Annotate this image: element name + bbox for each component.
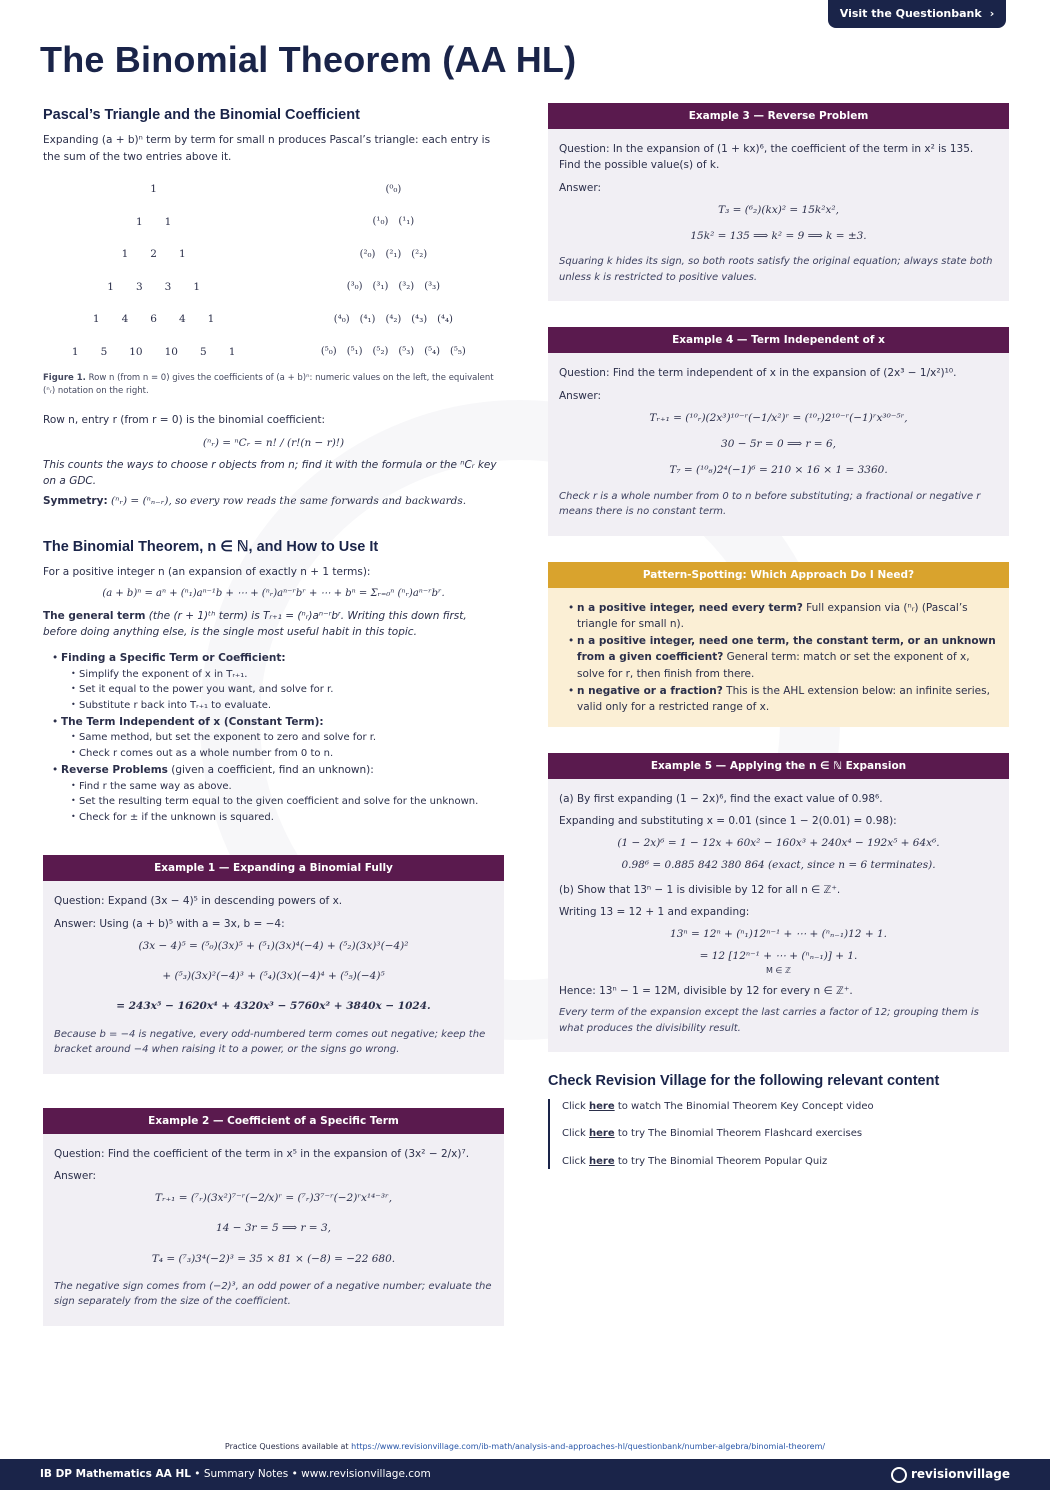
triangle-entry: 1: [164, 215, 172, 228]
triangle-entry: 1: [228, 345, 236, 358]
example-1-note: Because b = −4 is negative, every odd-numbered term comes out negative; keep the bracket around −4 when raising it to a power, or the signs go wrong.: [54, 1028, 486, 1056]
triangle-entry: (³₁): [372, 281, 389, 292]
revision-links: [548, 1099, 1009, 1170]
example-2-line-3: T₄ = (⁷₃)3⁴(−2)³ = 35 × 81 × (−8) = −22 680.: [151, 1252, 396, 1265]
example-2-note: The negative sign comes from (−2)³, an odd power of a negative number; evaluate the sign separately from the size of the coefficient.: [54, 1280, 492, 1308]
triangle-entry: 1: [150, 183, 157, 196]
link-pre: Click: [562, 1155, 590, 1167]
triangle-entry: 1: [121, 248, 129, 261]
general-term-label: The general term: [43, 609, 146, 622]
triangle-entry: 5: [200, 345, 207, 358]
here-link[interactable]: here: [589, 1100, 615, 1112]
triangle-entry: (⁴₄): [437, 313, 453, 325]
right-column: [548, 103, 1009, 1181]
triangle-entry: (⁵₀): [320, 346, 337, 357]
method-label: The Term Independent of x (Constant Term):: [61, 716, 324, 729]
example-2-box: [43, 1108, 504, 1326]
check-heading: Check Revision Village for the following relevant content: [548, 1073, 940, 1090]
example-3-line-2: 15k² = 135 ⟹ k² = 9 ⟹ k = ±3.: [690, 230, 867, 243]
questionbank-label: Visit the Questionbank: [839, 7, 982, 21]
method-step: • Same method, but set the exponent to zero and solve for r.: [71, 730, 504, 746]
footer-bar: [0, 1459, 1050, 1490]
triangle-entry: (⁵₅): [450, 346, 466, 357]
figure-caption: [43, 372, 504, 398]
bullet-separator: •: [291, 1468, 302, 1481]
revisionvillage-logo: [891, 1465, 1010, 1484]
method-step: • Simplify the exponent of x in Tᵣ₊₁.: [71, 667, 504, 683]
caption-text: Row n (from n = 0) gives the coefficients of (a + b)ⁿ: numeric values on the left, the equivalent (ⁿᵣ) notation on the right.: [43, 373, 494, 397]
practice-questions-note: [0, 1441, 1050, 1453]
example-5-part-b-sub: Writing 13 = 12 + 1 and expanding:: [559, 905, 750, 918]
method-steps: [71, 730, 504, 761]
example-2-line-2: 14 − 3r = 5 ⟹ r = 3,: [216, 1222, 331, 1235]
method-step: • Set the resulting term equal to the given coefficient and solve for the unknown.: [71, 794, 504, 810]
triangle-entry: (³₂): [398, 281, 415, 292]
pascal-intro: Expanding (a + b)ⁿ term by term for small n produces Pascal’s triangle: each entry is the sum of the two entries above it.: [43, 134, 491, 163]
link-post: to try The Binomial Theorem Popular Quiz: [614, 1155, 828, 1167]
triangle-entry: (⁵₃): [398, 346, 415, 357]
pattern-rest: This is the AHL extension below: an infinite series, valid only for a restricted range of x.: [577, 684, 990, 714]
here-link[interactable]: here: [589, 1155, 615, 1167]
example-4-line-3: T₇ = (¹⁰₆)2⁴(−1)⁶ = 210 × 16 × 1 = 3360.: [669, 464, 888, 477]
example-1-answer: Answer: Using (a + b)⁵ with a = 3x, b = −4:: [54, 917, 285, 930]
triangle-entry: (³₀): [346, 281, 363, 292]
triangle-entry: 1: [107, 280, 114, 293]
triangle-entry: 1: [207, 313, 215, 326]
practice-url-link[interactable]: https://www.revisionvillage.com/ib-math/analysis-and-approaches-hl/questionbank/number-algebra/binomial-theorem/: [351, 1442, 826, 1451]
example-1-box: [43, 855, 504, 1073]
caption-label: Figure 1.: [43, 373, 86, 383]
triangle-entry: (¹₁): [398, 216, 415, 227]
example-5-a-line-2: 0.98⁶ = 0.885 842 380 864 (exact, since n = 6 terminates).: [621, 859, 936, 872]
example-5-b-line-2: = 12 [12ⁿ⁻¹ + ⋯ + (ⁿₙ₋₁)] + 1.: [699, 950, 858, 963]
pattern-item: [569, 683, 998, 716]
theorem-intro: For a positive integer n (an expansion of exactly n + 1 terms):: [43, 566, 371, 579]
triangle-entry: 2: [150, 248, 157, 261]
triangle-row: [43, 271, 264, 304]
triangle-row: [283, 303, 504, 336]
revision-link-line: [562, 1126, 1009, 1142]
example-3-box: [548, 103, 1009, 301]
triangle-entry: (³₃): [424, 281, 441, 292]
method-step: • Set it equal to the power you want, and solve for r.: [71, 682, 504, 698]
binomial-coefficient-text: Row n, entry r (from r = 0) is the binomial coefficient:: [43, 414, 326, 427]
triangle-entry: 1: [92, 313, 100, 326]
general-term-text: (the (r + 1)ᵗʰ term) is Tᵣ₊₁ = (ⁿᵣ)aⁿ⁻ʳbʳ. Writing this down first, before doing anything else, is the single most useful habit in this topic.: [43, 609, 467, 639]
pascal-triangle-figure: [43, 173, 504, 368]
here-link[interactable]: here: [589, 1128, 615, 1140]
left-column: [43, 104, 504, 1352]
footer-notes: Summary Notes: [203, 1468, 289, 1481]
pattern-item: [569, 600, 998, 633]
page-title: The Binomial Theorem (AA HL): [40, 39, 577, 80]
triangle-entry: (²₀): [359, 248, 376, 260]
triangle-row: [43, 238, 264, 271]
example-3-title: Example 3 — Reverse Problem: [548, 103, 1009, 129]
pascal-triangle-binomial: [283, 173, 504, 368]
footer-site[interactable]: www.revisionvillage.com: [301, 1468, 431, 1481]
method-step: • Find r the same way as above.: [71, 779, 504, 795]
link-pre: Click: [562, 1128, 590, 1140]
example-2-question: Question: Find the coefficient of the term in x⁵ in the expansion of (3x² − 2/x)⁷.: [54, 1147, 470, 1160]
example-1-line-3: = 243x⁵ − 1620x⁴ + 4320x³ − 5760x² + 3840x − 1024.: [116, 1000, 431, 1013]
example-3-answer: Answer:: [559, 181, 602, 194]
triangle-row: [283, 336, 504, 369]
example-4-box: [548, 327, 1009, 535]
triangle-entry: 3: [135, 280, 143, 293]
link-pre: Click: [562, 1100, 590, 1112]
example-4-question: Question: Find the term independent of x in the expansion of (2x³ − 1/x²)¹⁰.: [559, 367, 957, 380]
link-post: to watch The Binomial Theorem Key Concept video: [614, 1100, 874, 1112]
example-5-part-b: (b) Show that 13ⁿ − 1 is divisible by 12 for all n ∈ ℤ⁺.: [559, 883, 841, 896]
example-1-line-2: + (⁵₃)(3x)²(−4)³ + (⁵₄)(3x)(−4)⁴ + (⁵₅)(−4)⁵: [162, 970, 385, 983]
bullet-separator: •: [194, 1468, 204, 1481]
revision-link-line: [562, 1154, 1009, 1170]
triangle-row: [43, 303, 264, 336]
method-label: Finding a Specific Term or Coefficient:: [61, 652, 286, 665]
triangle-entry: (⁴₂): [385, 313, 402, 325]
triangle-entry: 3: [164, 280, 172, 293]
example-4-note: Check r is a whole number from 0 to n before substituting; a fractional or negative r means there is no constant term.: [559, 490, 981, 518]
pascal-heading: Pascal’s Triangle and the Binomial Coefficient: [43, 107, 360, 123]
method-steps: [71, 779, 504, 826]
pattern-rest: General term: match or set the exponent of x, solve for r, then finish from there.: [577, 651, 970, 680]
binomial-coefficient-formula: (ⁿᵣ) = ⁿCᵣ = n! / (r!(n − r)!): [202, 436, 345, 449]
revision-link-line: [562, 1099, 1009, 1115]
footer-course: IB DP Mathematics AA HL: [40, 1468, 191, 1481]
pascal-triangle-numeric: [43, 173, 264, 368]
example-5-note: Every term of the expansion except the last carries a factor of 12; grouping them is what produces the divisibility result.: [559, 1007, 979, 1034]
pattern-rest: Full expansion via (ⁿᵣ) (Pascal’s triangle for small n).: [577, 601, 968, 630]
symmetry-text: (ⁿᵣ) = (ⁿₙ₋ᵣ), so every row reads the same forwards and backwards.: [111, 495, 467, 508]
triangle-entry: (²₂): [411, 248, 428, 260]
triangle-entry: (⁴₃): [411, 313, 428, 325]
method-rest: (given a coefficient, find an unknown):: [167, 764, 374, 777]
example-1-question: Question: Expand (3x − 4)⁵ in descending powers of x.: [54, 895, 343, 908]
method-label: Reverse Problems: [61, 764, 168, 777]
triangle-entry: 4: [121, 313, 129, 326]
triangle-row: [43, 336, 264, 369]
triangle-entry: 6: [150, 313, 157, 326]
pattern-list: [569, 600, 998, 716]
method-step: • Check for ± if the unknown is squared.: [71, 810, 504, 826]
method-steps: [71, 667, 504, 714]
example-2-title: Example 2 — Coefficient of a Specific Term: [43, 1108, 504, 1134]
triangle-entry: 4: [178, 313, 186, 326]
triangle-entry: (⁵₁): [346, 346, 363, 357]
triangle-entry: 1: [71, 345, 79, 358]
triangle-entry: (⁴₁): [359, 313, 376, 325]
example-5-a-line-1: (1 − 2x)⁶ = 1 − 12x + 60x² − 160x³ + 240x⁴ − 192x⁵ + 64x⁶.: [617, 837, 940, 850]
triangle-entry: 10: [164, 345, 178, 358]
footer-left: [40, 1466, 891, 1482]
pattern-title: Pattern-Spotting: Which Approach Do I Need?: [548, 562, 1009, 588]
questionbank-button[interactable]: [828, 0, 1006, 28]
practice-pre: Practice Questions available at: [224, 1442, 352, 1451]
triangle-row: [283, 271, 504, 304]
method-item: [53, 650, 504, 713]
triangle-row: [283, 173, 504, 206]
example-5-part-a: (a) By first expanding (1 − 2x)⁶, find the exact value of 0.98⁶.: [559, 792, 883, 805]
triangle-row: [283, 238, 504, 271]
triangle-row: [43, 206, 264, 239]
triangle-entry: (²₁): [385, 248, 402, 260]
triangle-entry: (⁴₀): [333, 313, 350, 325]
pattern-bold: n a positive integer, need one term, the constant term, or an unknown from a given coefficient?: [577, 635, 996, 664]
method-item: [53, 762, 504, 825]
triangle-entry: 5: [100, 345, 108, 358]
example-3-line-1: T₃ = (⁶₂)(kx)² = 15k²x²,: [718, 203, 839, 216]
example-5-part-a-sub: Expanding and substituting x = 0.01 (since 1 − 2(0.01) = 0.98):: [559, 814, 897, 827]
example-1-title: Example 1 — Expanding a Binomial Fully: [43, 855, 504, 881]
example-3-note: Squaring k hides its sign, so both roots satisfy the original equation; always state both unless k is restricted to positive values.: [559, 256, 993, 283]
example-5-title: Example 5 — Applying the n ∈ ℕ Expansion: [548, 753, 1009, 779]
example-3-question: Question: In the expansion of (1 + kx)⁶, the coefficient of the term in x² is 135. Find the possible value(s) of k.: [559, 143, 974, 172]
triangle-entry: (⁵₂): [372, 346, 389, 357]
method-item: [53, 714, 504, 761]
counts-note: This counts the ways to choose r objects from n; find it with the formula or the ⁿCᵣ key on a GDC.: [43, 458, 497, 488]
symmetry-line: [43, 493, 504, 509]
logo-icon: [891, 1467, 907, 1483]
general-term: [43, 608, 504, 641]
triangle-entry: 10: [129, 345, 143, 358]
chevron-right-icon: ›: [989, 7, 995, 21]
example-1-line-1: (3x − 4)⁵ = (⁵₀)(3x)⁵ + (⁵₁)(3x)⁴(−4) + (⁵₂)(3x)³(−4)²: [138, 939, 409, 952]
pattern-box: [548, 562, 1009, 727]
example-5-underbrace-label: M ∈ ℤ: [766, 965, 791, 975]
triangle-entry: 1: [178, 248, 186, 261]
method-step: • Substitute r back into Tᵣ₊₁ to evaluate.: [71, 698, 504, 714]
triangle-entry: 1: [135, 215, 143, 228]
logo-text: revisionvillage: [910, 1467, 1010, 1482]
triangle-row: [43, 173, 264, 206]
example-5-hence: Hence: 13ⁿ − 1 = 12M, divisible by 12 for every n ∈ ℤ⁺.: [559, 985, 853, 998]
triangle-entry: (⁵₄): [424, 346, 441, 357]
link-post: to try The Binomial Theorem Flashcard exercises: [614, 1128, 863, 1140]
example-4-title: Example 4 — Term Independent of x: [548, 327, 1009, 353]
example-5-box: [548, 753, 1009, 1053]
example-5-b-line-1: 13ⁿ = 12ⁿ + (ⁿ₁)12ⁿ⁻¹ + ⋯ + (ⁿₙ₋₁)12 + 1.: [670, 928, 887, 941]
theorem-heading: The Binomial Theorem, n ∈ ℕ, and How to Use It: [43, 538, 379, 555]
example-4-answer: Answer:: [559, 389, 602, 402]
example-2-line-1: Tᵣ₊₁ = (⁷ᵣ)(3x²)⁷⁻ʳ(−2/x)ʳ = (⁷ᵣ)3⁷⁻ʳ(−2)ʳx¹⁴⁻³ʳ,: [154, 1192, 393, 1205]
triangle-entry: (⁰₀): [385, 183, 402, 195]
method-step: • Check r comes out as a whole number from 0 to n.: [71, 746, 504, 762]
triangle-entry: (¹₀): [372, 216, 389, 227]
example-4-line-2: 30 − 5r = 0 ⟹ r = 6,: [721, 438, 836, 451]
triangle-row: [283, 206, 504, 239]
example-4-line-1: Tᵣ₊₁ = (¹⁰ᵣ)(2x³)¹⁰⁻ʳ(−1/x²)ʳ = (¹⁰ᵣ)2¹⁰⁻ʳ(−1)ʳx³⁰⁻⁵ʳ,: [649, 411, 908, 424]
theorem-method-list: [53, 650, 504, 825]
symmetry-label: Symmetry:: [43, 495, 108, 508]
example-2-answer: Answer:: [54, 1169, 97, 1182]
theorem-expansion: (a + b)ⁿ = aⁿ + (ⁿ₁)aⁿ⁻¹b + ⋯ + (ⁿᵣ)aⁿ⁻ʳbʳ + ⋯ + bⁿ = Σᵣ₌₀ⁿ (ⁿᵣ)aⁿ⁻ʳbʳ.: [102, 588, 445, 600]
triangle-entry: 1: [193, 280, 200, 293]
pattern-bold: n a positive integer, need every term?: [577, 601, 803, 614]
pattern-bold: n negative or a fraction?: [577, 684, 723, 697]
pattern-item: [569, 633, 998, 682]
